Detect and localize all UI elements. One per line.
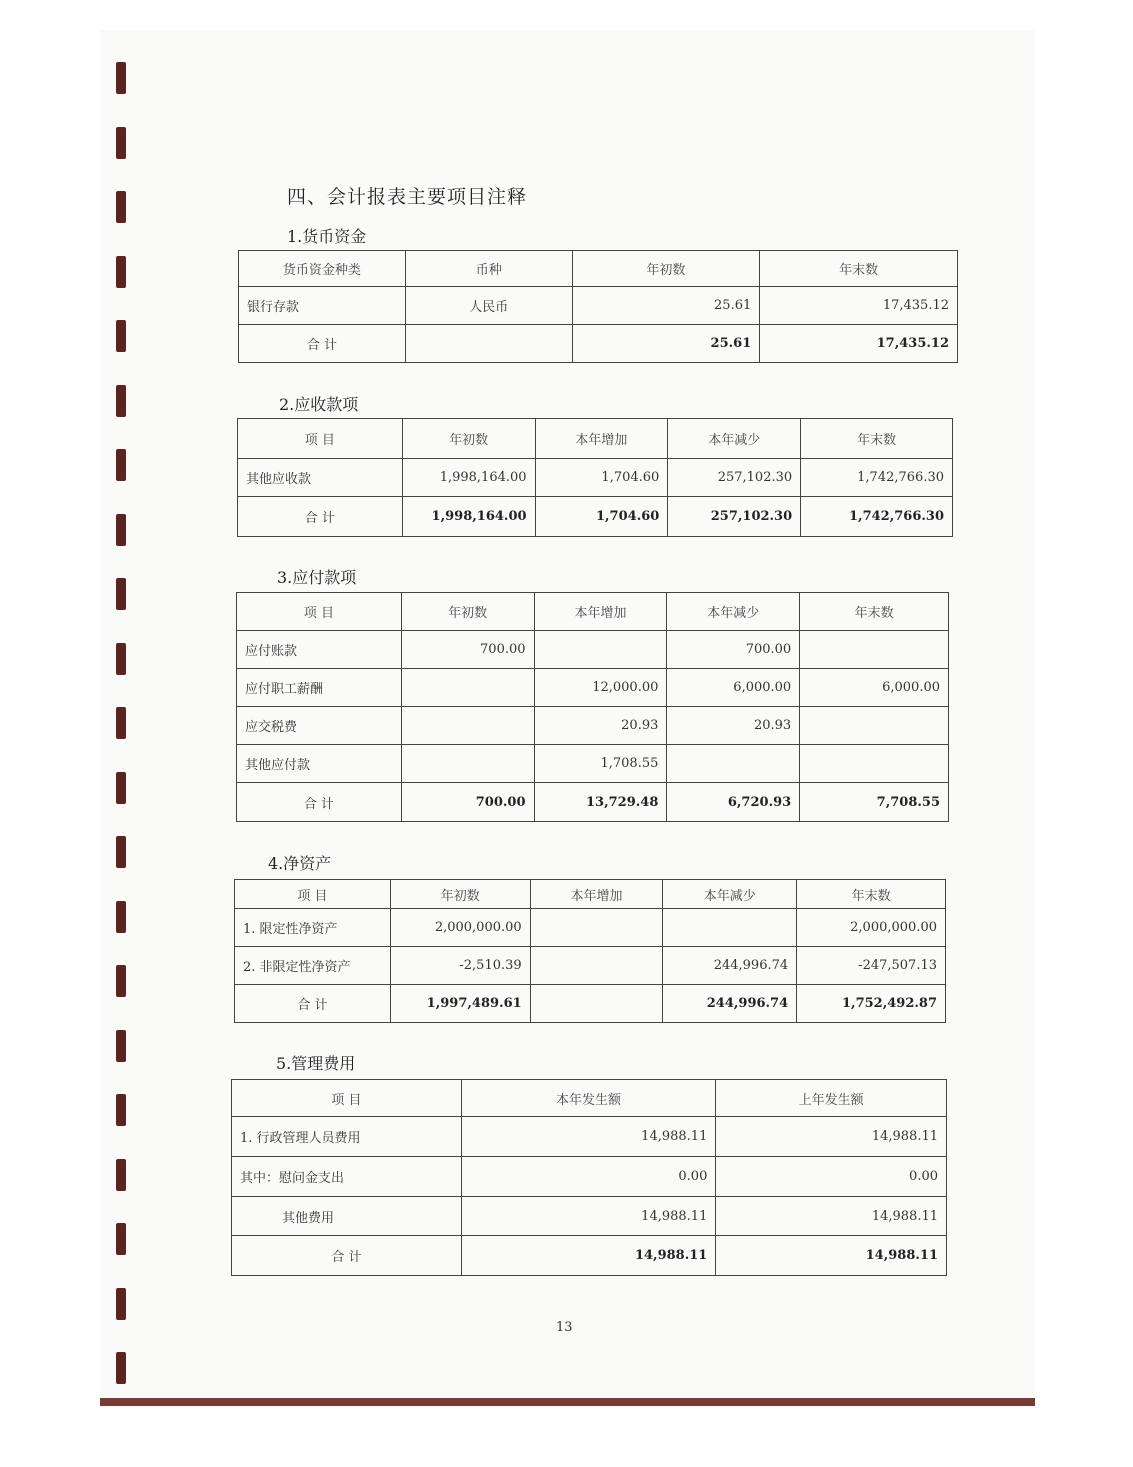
table-cell: 25.61: [572, 325, 760, 363]
subtitle-admin-expenses: 5.管理费用: [276, 1054, 356, 1073]
binding-hole: [116, 772, 126, 804]
table-cell: 其他费用: [232, 1197, 462, 1236]
table-cell: 14,988.11: [461, 1117, 716, 1157]
table-cell: 1,998,164.00: [402, 497, 535, 537]
table-header-row: [235, 880, 946, 909]
table-cell: 14,988.11: [716, 1117, 947, 1157]
table-cell: 6,000.00: [800, 669, 949, 707]
table-cell: 6,000.00: [667, 669, 800, 707]
table-row: [237, 631, 949, 669]
table-cell: [667, 745, 800, 783]
table-cell: 257,102.30: [668, 497, 801, 537]
table-cell: 14,988.11: [461, 1197, 716, 1236]
table-row: [237, 669, 949, 707]
table-cell: 700.00: [401, 631, 534, 669]
table-total-row: [235, 985, 946, 1023]
column-header: 本年减少: [667, 593, 800, 631]
table-cell: 14,988.11: [461, 1236, 716, 1276]
column-header: 年初数: [572, 251, 760, 287]
table-header-row: [238, 419, 953, 459]
table-cell: 244,996.74: [663, 985, 797, 1023]
column-header: 项 目: [235, 880, 391, 909]
binding-hole: [116, 901, 126, 933]
table-cell: 2. 非限定性净资产: [235, 947, 391, 985]
table-cell: [800, 631, 949, 669]
table-cell: [530, 985, 663, 1023]
table-cell: 应付账款: [237, 631, 402, 669]
column-header: 项 目: [237, 593, 402, 631]
table-cell: 1,704.60: [535, 497, 668, 537]
table-cell: 20.93: [667, 707, 800, 745]
table-row: [239, 287, 958, 325]
binding-hole: [116, 256, 126, 288]
table-total-row: [238, 497, 953, 537]
table-cell: 2,000,000.00: [797, 909, 946, 947]
table-cell: 20.93: [534, 707, 667, 745]
column-header: 本年发生额: [461, 1080, 716, 1117]
subtitle-payables: 3.应付款项: [277, 568, 357, 587]
column-header: 年末数: [760, 251, 958, 287]
column-header: 年初数: [401, 593, 534, 631]
table-cell: 14,988.11: [716, 1236, 947, 1276]
subtitle-cash: 1.货币资金: [287, 227, 367, 246]
binding-hole: [116, 1159, 126, 1191]
binding-hole: [116, 127, 126, 159]
table-cell: [534, 631, 667, 669]
subtitle-receivables: 2.应收款项: [279, 395, 359, 414]
binding-hole: [116, 1030, 126, 1062]
table-row: [232, 1117, 947, 1157]
table-cell: 2,000,000.00: [390, 909, 530, 947]
table-row: [232, 1157, 947, 1197]
table-cell: 其他应付款: [237, 745, 402, 783]
table-cell: 合 计: [239, 325, 406, 363]
binding-hole: [116, 643, 126, 675]
table-cell: 17,435.12: [760, 325, 958, 363]
column-header: 年初数: [402, 419, 535, 459]
table-cell: 其他应收款: [238, 459, 403, 497]
column-header: 项 目: [232, 1080, 462, 1117]
binding-hole: [116, 836, 126, 868]
table-cell: [405, 325, 572, 363]
table-cell: 1. 限定性净资产: [235, 909, 391, 947]
table-cell: 700.00: [401, 783, 534, 822]
column-header: 本年增加: [530, 880, 663, 909]
table-net-assets: [234, 879, 946, 1023]
binding-hole: [116, 707, 126, 739]
subtitle-net-assets: 4.净资产: [268, 854, 332, 873]
binding-hole: [116, 449, 126, 481]
table-cell: 700.00: [667, 631, 800, 669]
column-header: 年末数: [797, 880, 946, 909]
binding-hole: [116, 385, 126, 417]
table-cell: 合 计: [235, 985, 391, 1023]
table-cell: 1,708.55: [534, 745, 667, 783]
table-row: [235, 947, 946, 985]
table-cell: 银行存款: [239, 287, 406, 325]
table-cell: 6,720.93: [667, 783, 800, 822]
column-header: 年末数: [800, 593, 949, 631]
column-header: 币种: [405, 251, 572, 287]
table-cell: 14,988.11: [716, 1197, 947, 1236]
table-cell: [401, 707, 534, 745]
column-header: 年初数: [390, 880, 530, 909]
table-payables: [236, 592, 949, 822]
table-cell: 其中：慰问金支出: [232, 1157, 462, 1197]
column-header: 本年增加: [534, 593, 667, 631]
table-total-row: [232, 1236, 947, 1276]
table-cell: 应付职工薪酬: [237, 669, 402, 707]
table-cell: [663, 909, 797, 947]
table-cell: 12,000.00: [534, 669, 667, 707]
table-cell: 合 计: [237, 783, 402, 822]
table-cell: 25.61: [572, 287, 760, 325]
table-cell: 1,704.60: [535, 459, 668, 497]
table-cell: 1,742,766.30: [801, 459, 953, 497]
binding-hole: [116, 578, 126, 610]
column-header: 项 目: [238, 419, 403, 459]
binding-hole: [116, 191, 126, 223]
table-cash: [238, 250, 958, 363]
table-cell: 1. 行政管理人员费用: [232, 1117, 462, 1157]
table-header-row: [239, 251, 958, 287]
binder-bottom-edge: [100, 1398, 1035, 1406]
binding-hole: [116, 320, 126, 352]
table-cell: 17,435.12: [760, 287, 958, 325]
table-cell: 244,996.74: [663, 947, 797, 985]
column-header: 本年减少: [663, 880, 797, 909]
table-row: [238, 459, 953, 497]
table-cell: 1,997,489.61: [390, 985, 530, 1023]
table-cell: [530, 909, 663, 947]
table-cell: [401, 669, 534, 707]
table-cell: 257,102.30: [668, 459, 801, 497]
column-header: 本年增加: [535, 419, 668, 459]
table-header-row: [237, 593, 949, 631]
table-cell: [800, 745, 949, 783]
table-cell: [401, 745, 534, 783]
table-cell: [530, 947, 663, 985]
binding-hole: [116, 965, 126, 997]
table-cell: 1,752,492.87: [797, 985, 946, 1023]
binding-holes: [116, 62, 130, 1392]
table-cell: 应交税费: [237, 707, 402, 745]
table-row: [232, 1197, 947, 1236]
binding-hole: [116, 1288, 126, 1320]
table-receivables: [237, 418, 953, 537]
table-cell: 合 计: [238, 497, 403, 537]
section-title: 四、会计报表主要项目注释: [287, 186, 528, 208]
binding-hole: [116, 62, 126, 94]
table-cell: [800, 707, 949, 745]
table-admin-expenses: [231, 1079, 947, 1276]
table-cell: 1,998,164.00: [402, 459, 535, 497]
table-total-row: [239, 325, 958, 363]
table-cell: 13,729.48: [534, 783, 667, 822]
table-cell: -2,510.39: [390, 947, 530, 985]
binding-hole: [116, 1223, 126, 1255]
table-cell: 0.00: [716, 1157, 947, 1197]
column-header: 年末数: [801, 419, 953, 459]
table-cell: -247,507.13: [797, 947, 946, 985]
column-header: 上年发生额: [716, 1080, 947, 1117]
table-header-row: [232, 1080, 947, 1117]
binding-hole: [116, 1352, 126, 1384]
table-row: [237, 707, 949, 745]
table-row: [237, 745, 949, 783]
table-row: [235, 909, 946, 947]
table-cell: 人民币: [405, 287, 572, 325]
table-total-row: [237, 783, 949, 822]
binding-hole: [116, 514, 126, 546]
page-number: 13: [556, 1320, 573, 1335]
table-cell: 7,708.55: [800, 783, 949, 822]
column-header: 货币资金种类: [239, 251, 406, 287]
column-header: 本年减少: [668, 419, 801, 459]
table-cell: 合 计: [232, 1236, 462, 1276]
table-cell: 0.00: [461, 1157, 716, 1197]
table-cell: 1,742,766.30: [801, 497, 953, 537]
binding-hole: [116, 1094, 126, 1126]
